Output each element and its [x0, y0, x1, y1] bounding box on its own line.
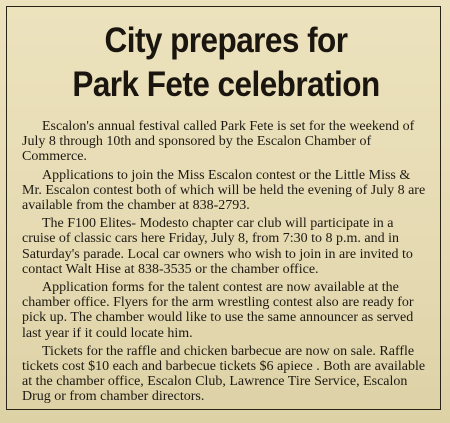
article-body: [22, 119, 430, 405]
paragraph-raffle-tickets: Tickets for the raffle and chicken barbecue are now on sale. Raffle tickets cost $10 each and barbecue tickets $6 apiece . Both are available at the chamber office, Escalon Club, Lawrence Tire Service, Escalon Drug or from chamber directors.: [22, 343, 426, 405]
paragraph-festival-dates: Escalon's annual festival called Park Fete is set for the weekend of July 8 through 10th and sponsored by the Escalon Chamber of Commerce.: [22, 119, 415, 165]
paragraph-pageant-applications: Applications to join the Miss Escalon contest or the Little Miss & Mr. Escalon contest both of which will be held the evening of July 8 are available from the chamber at 838-2793.: [22, 167, 426, 214]
headline-line-1: City prepares for: [104, 21, 348, 60]
article-headline: [42, 19, 409, 107]
paragraph-talent-contest: Application forms for the talent contest are now available at the chamber office. Flyers for the arm wrestling contest also are ready for pick up. The chamber would like to use the same announcer as served last year if it could locate him.: [22, 280, 414, 341]
headline-line-2: Park Fete celebration: [72, 65, 380, 104]
paragraph-car-cruise: The F100 Elites- Modesto chapter car club will participate in a cruise of classic cars here Friday, July 8, from 7:30 to 8 p.m. and in Saturday's parade. Local car owners who wish to join in are invited to contact Walt Hise at 838-3535 or the chamber office.: [22, 216, 413, 277]
newspaper-clipping: [6, 6, 441, 410]
